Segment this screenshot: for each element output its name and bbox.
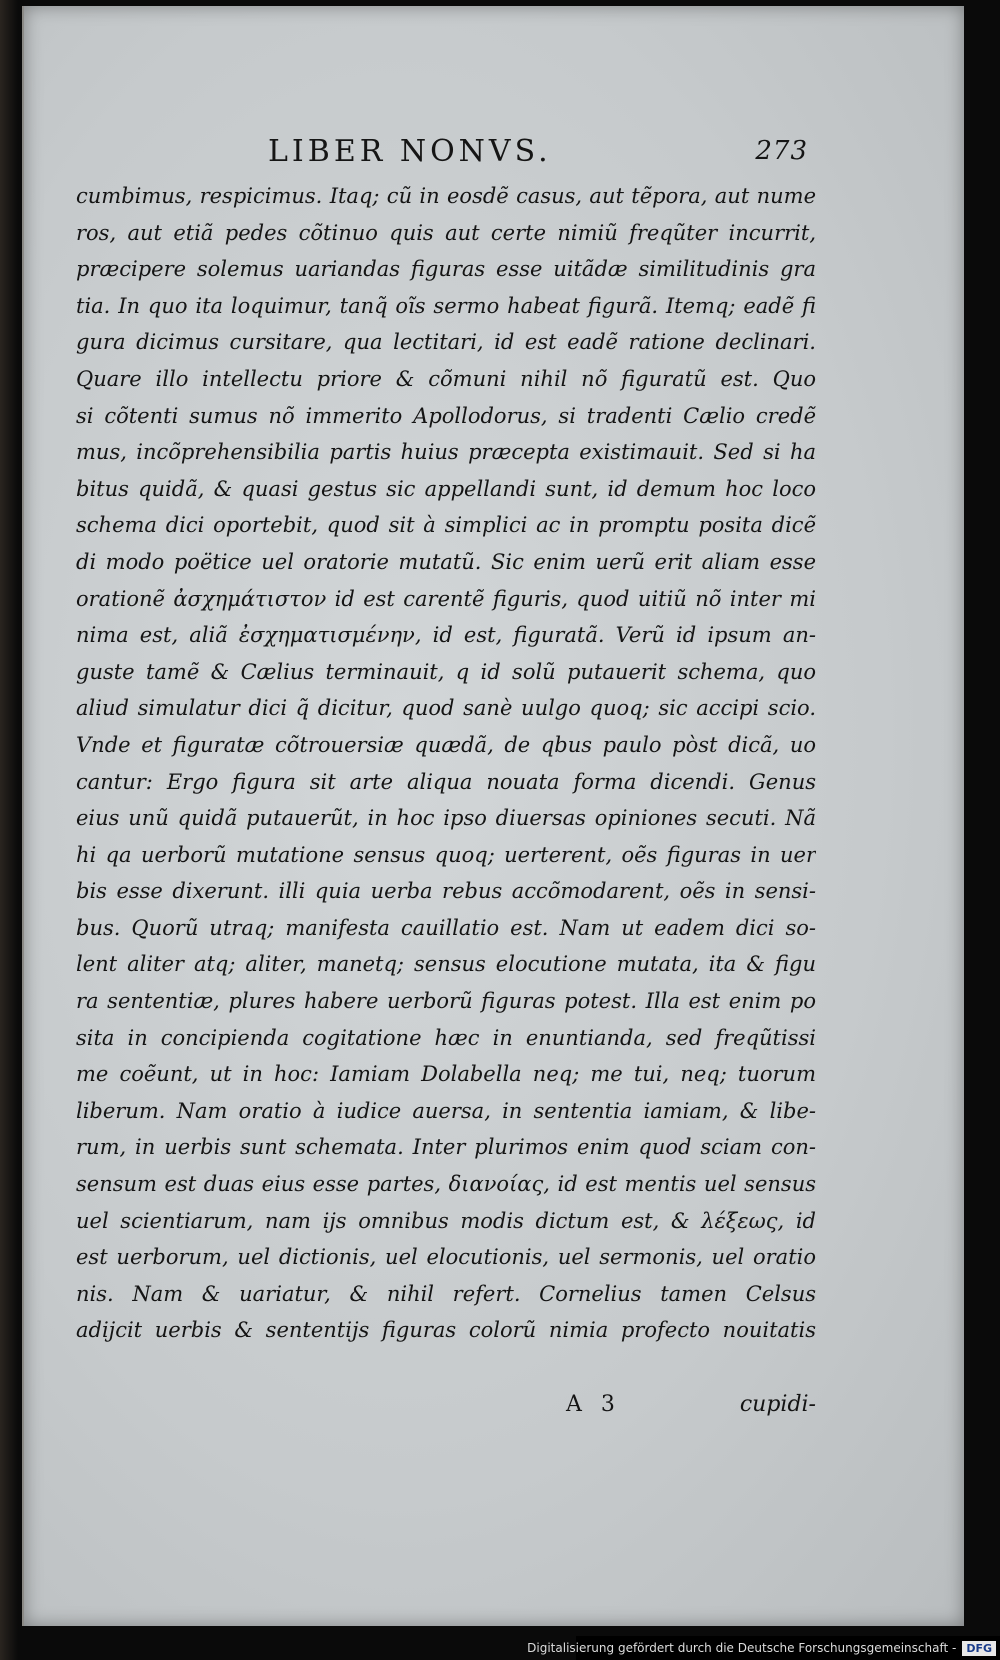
running-head-title: LIBER NONVS. bbox=[268, 134, 552, 169]
text-line: lent aliter atq; aliter, manetq; sensus elocutione mutata, ita & figu bbox=[76, 952, 816, 977]
text-line: uel scientiarum, nam ijs omnibus modis dictum est, & λέξεως, id bbox=[76, 1208, 816, 1233]
text-line: est uerborum, uel dictionis, uel elocutionis, uel sermonis, uel oratio bbox=[76, 1245, 816, 1270]
text-line: hi qa uerborũ mutatione sensus quoq; uerterent, oẽs figuras in uer bbox=[76, 842, 816, 867]
text-line: Quare illo intellectu priore & cõmuni nihil nõ figuratũ est. Quo bbox=[76, 366, 816, 391]
dfg-banner bbox=[527, 1636, 1000, 1660]
text-line: aliud simulatur dici q̃ dicitur, quod sanè uulgo quoq; sic accipi scio. bbox=[76, 696, 816, 721]
text-line: nima est, aliã ἐσχηματισμένην, id est, figuratã. Verũ id ipsum an- bbox=[76, 623, 816, 648]
text-line: eius unũ quidã putauerũt, in hoc ipso diuersas opiniones secuti. Nã bbox=[76, 806, 816, 831]
catchword: cupidi- bbox=[739, 1392, 816, 1417]
text-line: bus. Quorũ utraq; manifesta cauillatio est. Nam ut eadem dici so- bbox=[76, 915, 816, 940]
text-line: rum, in uerbis sunt schemata. Inter plurimos enim quod sciam con- bbox=[76, 1135, 816, 1160]
dfg-banner-text: Digitalisierung gefördert durch die Deutsche Forschungsgemeinschaft - bbox=[527, 1641, 957, 1655]
body-text bbox=[76, 178, 816, 1388]
text-line: cumbimus, respicimus. Itaq; cũ in eosdẽ casus, aut tẽpora, aut nume bbox=[76, 184, 816, 208]
text-line: bis esse dixerunt. illi quia uerba rebus accõmodarent, oẽs in sensi- bbox=[76, 879, 816, 904]
text-line: me coẽunt, ut in hoc: Iamiam Dolabella neq; me tui, neq; tuorum bbox=[76, 1062, 816, 1087]
text-line: schema dici oportebit, quod sit à simplici ac in promptu posita dicẽ bbox=[76, 513, 816, 538]
text-line: cantur: Ergo figura sit arte aliqua nouata forma dicendi. Genus bbox=[76, 769, 816, 794]
text-line: gura dicimus cursitare, qua lectitari, id est eadẽ ratione declinari. bbox=[76, 330, 816, 355]
signature-mark: A 3 bbox=[566, 1392, 621, 1417]
text-line: adijcit uerbis & sententijs figuras colorũ nimia profecto nouitatis bbox=[76, 1318, 816, 1343]
text-line: Vnde et figuratæ cõtrouersiæ quædã, de qbus paulo pòst dicã, uo bbox=[76, 732, 816, 757]
text-line: ros, aut etiã pedes cõtinuo quis aut certe nimiũ freqũter incurrit, bbox=[76, 220, 816, 245]
text-line: liberum. Nam oratio à iudice auersa, in sententia iamiam, & libe- bbox=[76, 1098, 816, 1123]
text-line: di modo poëtice uel oratorie mutatũ. Sic enim uerũ erit aliam esse bbox=[76, 549, 816, 574]
text-line: bitus quidã, & quasi gestus sic appellandi sunt, id demum hoc loco bbox=[76, 476, 816, 501]
text-line: mus, incõprehensibilia partis huius præcepta existimauit. Sed si ha bbox=[76, 440, 816, 465]
dfg-logo: DFG bbox=[962, 1641, 996, 1656]
text-line: tia. In quo ita loquimur, tanq̃ oĩs sermo habeat figurã. Itemq; eadẽ fi bbox=[76, 293, 816, 318]
text-line: orationẽ ἀσχημάτιστον id est carentẽ figuris, quod uitiũ nõ inter mi bbox=[76, 586, 816, 611]
running-head bbox=[268, 134, 808, 174]
folio-number: 273 bbox=[755, 136, 808, 166]
page-footer bbox=[76, 1388, 816, 1428]
text-line: præcipere solemus uariandas figuras esse uitãdæ similitudinis gra bbox=[76, 257, 816, 282]
text-line: sensum est duas eius esse partes, διανοίας, id est mentis uel sensus bbox=[76, 1172, 816, 1197]
text-line: sita in concipienda cogitatione hæc in enuntianda, sed freqũtissi bbox=[76, 1025, 816, 1050]
text-line: si cõtenti sumus nõ immerito Apollodorus, si tradenti Cælio credẽ bbox=[76, 403, 816, 428]
text-line: ra sententiæ, plures habere uerborũ figuras potest. Illa est enim po bbox=[76, 989, 816, 1014]
book-page bbox=[22, 6, 964, 1626]
book-edge bbox=[0, 0, 18, 1660]
text-line: guste tamẽ & Cælius terminauit, q id solũ putauerit schema, quo bbox=[76, 659, 816, 684]
text-line: nis. Nam & uariatur, & nihil refert. Cornelius tamen Celsus bbox=[76, 1281, 816, 1306]
